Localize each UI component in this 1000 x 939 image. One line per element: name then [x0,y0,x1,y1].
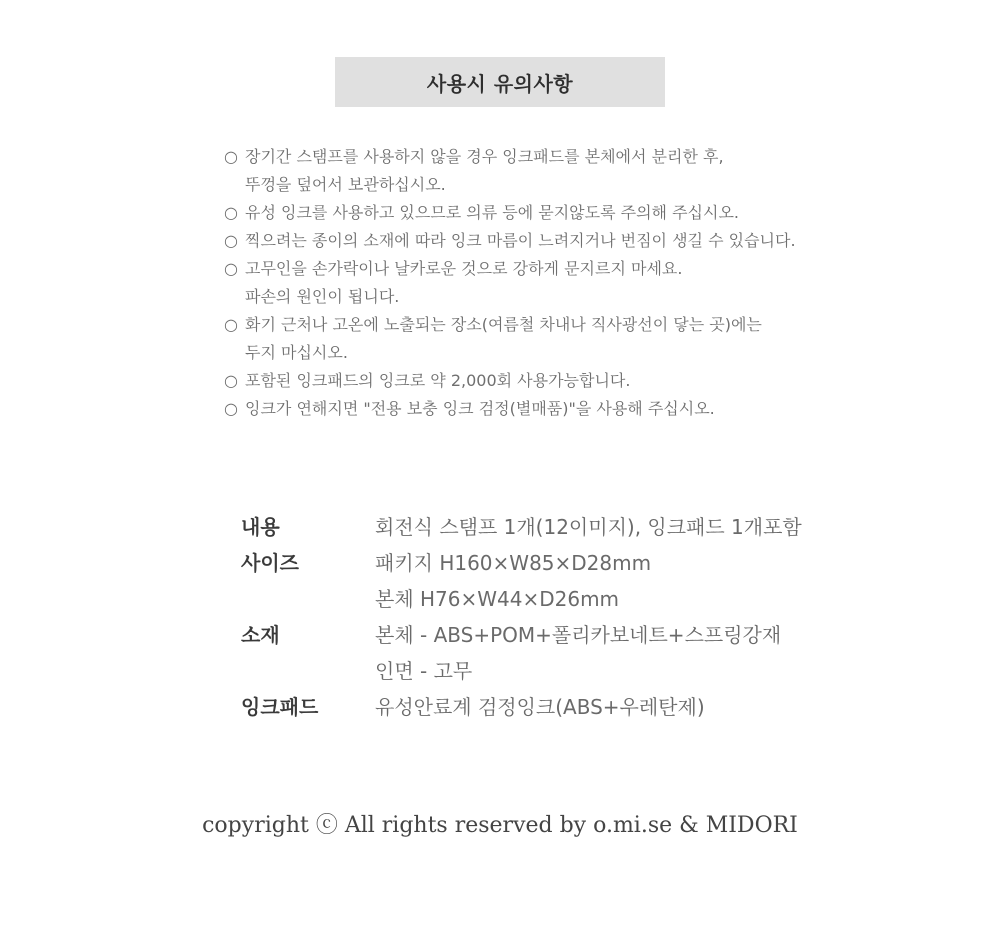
notice-item [224,227,824,255]
notice-line: 장기간 스탬프를 사용하지 않을 경우 잉크패드를 본체에서 분리한 후, [245,147,724,166]
circle-bullet-icon: ○ [224,259,238,278]
notice-item [224,143,824,199]
circle-bullet-icon: ○ [224,203,238,222]
notice-text [245,255,682,311]
title-banner [335,57,665,107]
spec-values [375,509,802,545]
spec-value: 본체 - ABS+POM+폴리카보네트+스프링강재 [375,623,782,647]
spec-values [375,545,651,617]
spec-value: 회전식 스탬프 1개(12이미지), 잉크패드 1개포함 [375,515,802,539]
notice-text [245,143,724,199]
spec-values [375,689,705,725]
circle-bullet-icon: ○ [224,315,238,334]
circle-bullet-icon: ○ [224,371,238,390]
notice-item [224,255,824,311]
notice-item [224,367,824,395]
spec-value: 유성안료계 검정잉크(ABS+우레탄제) [375,695,705,719]
notice-text [245,367,630,395]
circle-bullet-icon: ○ [224,147,238,166]
notice-line: 고무인을 손가락이나 날카로운 것으로 강하게 문지르지 마세요. [245,259,683,278]
spec-values [375,617,781,689]
notice-line: 잉크가 연해지면 "전용 보충 잉크 검정(별매품)"을 사용해 주십시오. [245,399,715,418]
spec-value: 인면 - 고무 [375,659,473,683]
product-spec-table [241,509,802,725]
notice-line: 포함된 잉크패드의 잉크로 약 2,000회 사용가능합니다. [245,371,631,390]
copyright-text: copyright ⓒ All rights reserved by o.mi.se & MIDORI [202,813,798,838]
spec-value: 본체 H76×W44×D26mm [375,587,620,611]
notice-line: 유성 잉크를 사용하고 있으므로 의류 등에 묻지않도록 주의해 주십시오. [245,203,739,222]
usage-notice-list [224,143,824,423]
notice-item [224,199,824,227]
spec-label: 내용 [241,515,280,539]
notice-text [245,227,796,255]
circle-bullet-icon: ○ [224,231,238,250]
notice-line: 파손의 원인이 됩니다. [245,287,400,306]
spec-row [241,689,802,725]
notice-line: 찍으려는 종이의 소재에 따라 잉크 마름이 느려지거나 번짐이 생길 수 있습니다. [245,231,796,250]
spec-row [241,509,802,545]
spec-label: 사이즈 [241,551,299,575]
page-title: 사용시 유의사항 [426,71,574,96]
notice-line: 두지 마십시오. [245,343,348,362]
notice-text [245,395,715,423]
notice-item [224,311,824,367]
circle-bullet-icon: ○ [224,399,238,418]
spec-row [241,545,802,617]
notice-text [245,199,739,227]
spec-label: 잉크패드 [241,695,319,719]
spec-row [241,617,802,689]
spec-label: 소재 [241,623,280,647]
spec-value: 패키지 H160×W85×D28mm [375,551,652,575]
notice-item [224,395,824,423]
notice-line: 화기 근처나 고온에 노출되는 장소(여름철 차내나 직사광선이 닿는 곳)에는 [245,315,762,334]
notice-text [245,311,762,367]
notice-line: 뚜껑을 덮어서 보관하십시오. [245,175,446,194]
